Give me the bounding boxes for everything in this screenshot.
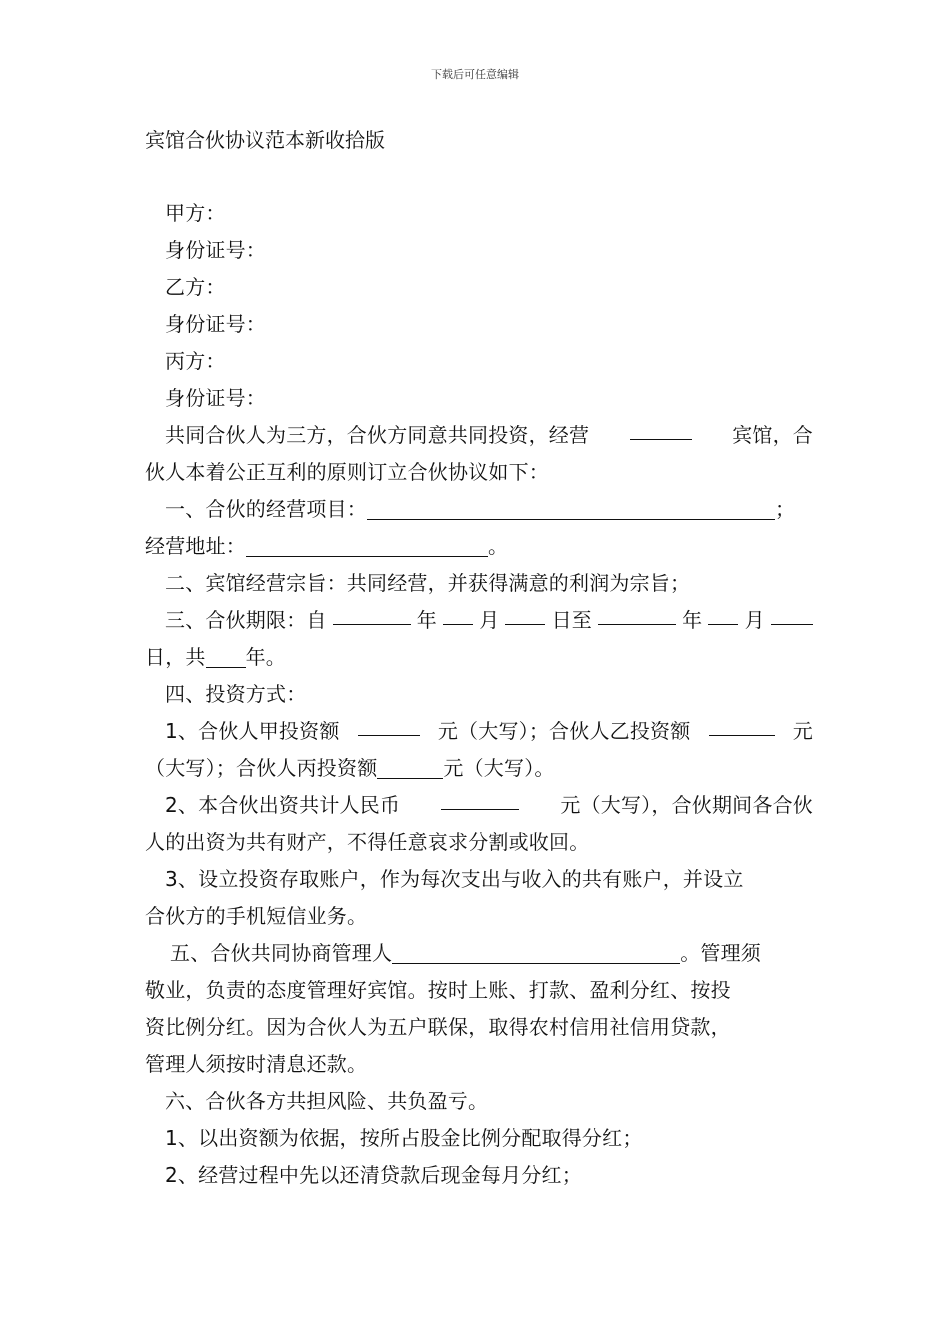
- document-title: 宾馆合伙协议范本新收拾版: [145, 128, 385, 152]
- sec1-line-1: [145, 491, 813, 528]
- address-end: 。: [488, 534, 509, 558]
- document-body: [145, 195, 813, 1194]
- address-label: 经营地址：: [145, 534, 246, 558]
- sec1-label: 一、合伙的经营项目：: [165, 497, 367, 521]
- sec3-label: 三、合伙期限：自: [165, 608, 327, 632]
- sec4-item1-d: （大写）；合伙人丙投资额: [145, 756, 378, 780]
- hotel-name-blank: [630, 417, 692, 440]
- month-label-1: 月: [479, 608, 500, 632]
- sec6-item1: 1、以出资额为依据，按所占股金比例分配取得分红；: [165, 1126, 643, 1150]
- year-label-2: 年: [682, 608, 703, 632]
- sec6-title: 六、合伙各方共担风险、共负盈亏。: [165, 1089, 489, 1113]
- page-header-note: 下载后可任意编辑: [431, 68, 519, 81]
- sec4-title: 四、投资方式：: [165, 682, 307, 706]
- sec5-line-1: [145, 935, 813, 972]
- total-investment-blank: [441, 787, 519, 810]
- address-blank: [246, 534, 488, 557]
- investment-b-blank: [709, 713, 775, 736]
- manager-blank: [392, 941, 680, 964]
- day-end-label: 日，共: [145, 645, 206, 669]
- start-month-blank: [443, 602, 473, 625]
- sec6-item2: 2、经营过程中先以还清贷款后现金每月分红；: [165, 1163, 582, 1187]
- year-label-1: 年: [416, 608, 437, 632]
- sec3-line-2: [145, 639, 813, 676]
- business-item-blank: [367, 497, 775, 520]
- party-c-id-label: 身份证号：: [165, 386, 266, 410]
- years-end-label: 年。: [245, 645, 287, 669]
- total-years-blank: [206, 645, 246, 668]
- intro-text-2: 宾馆，合: [732, 423, 813, 447]
- end-day-blank: [771, 602, 813, 625]
- sec5-after: 。管理须: [680, 941, 762, 965]
- sec3-line-1: [145, 602, 813, 639]
- sec4-item1-a: 1、合伙人甲投资额: [165, 719, 340, 743]
- party-c-label: 丙方：: [165, 349, 226, 373]
- party-a-label: 甲方：: [165, 201, 226, 225]
- sec1-end: ；: [775, 497, 796, 521]
- sec4-item2-a: 2、本合伙出资共计人民币: [165, 793, 401, 817]
- intro-line-1: [145, 417, 813, 454]
- end-year-blank: [598, 602, 676, 625]
- sec2-text: 二、宾馆经营宗旨：共同经营，并获得满意的利润为宗旨；: [165, 571, 691, 595]
- party-b-id-label: 身份证号：: [165, 312, 266, 336]
- sec5-line-3: 资比例分红。因为合伙人为五户联保，取得农村信用社信用贷款，: [145, 1015, 731, 1039]
- sec4-item1-e: 元（大写）。: [443, 756, 555, 780]
- investment-a-blank: [358, 713, 420, 736]
- sec4-item2-b: 元（大写），合伙期间各合伙: [560, 793, 813, 817]
- sec4-item2-line-1: [145, 787, 813, 824]
- end-month-blank: [708, 602, 738, 625]
- month-label-2: 月: [744, 608, 765, 632]
- start-day-blank: [505, 602, 545, 625]
- day-to-label: 日至: [551, 608, 592, 632]
- sec4-item1-line-1: [145, 713, 813, 750]
- sec4-item1-b: 元（大写）；合伙人乙投资额: [437, 719, 691, 743]
- sec4-item3-line-1: 3、设立投资存取账户，作为每次支出与收入的共有账户，并设立: [165, 867, 744, 891]
- start-year-blank: [333, 602, 411, 625]
- sec4-item1-c: 元: [792, 719, 813, 743]
- party-b-label: 乙方：: [165, 275, 226, 299]
- sec5-line-4: 管理人须按时清息还款。: [145, 1052, 368, 1076]
- intro-line-2: 伙人本着公正互利的原则订立合伙协议如下：: [145, 460, 549, 484]
- sec4-item1-line-2: [145, 750, 813, 787]
- sec5-label: 五、合伙共同协商管理人: [170, 941, 393, 965]
- sec1-line-2: [145, 528, 813, 565]
- party-a-id-label: 身份证号：: [165, 238, 266, 262]
- investment-c-blank: [377, 756, 443, 779]
- sec5-line-2: 敬业，负责的态度管理好宾馆。按时上账、打款、盈利分红、按投: [145, 978, 731, 1002]
- intro-text-1: 共同合伙人为三方，合伙方同意共同投资，经营: [165, 423, 590, 447]
- sec4-item2-line-2: 人的出资为共有财产，不得任意哀求分割或收回。: [145, 830, 590, 854]
- sec4-item3-line-2: 合伙方的手机短信业务。: [145, 904, 368, 928]
